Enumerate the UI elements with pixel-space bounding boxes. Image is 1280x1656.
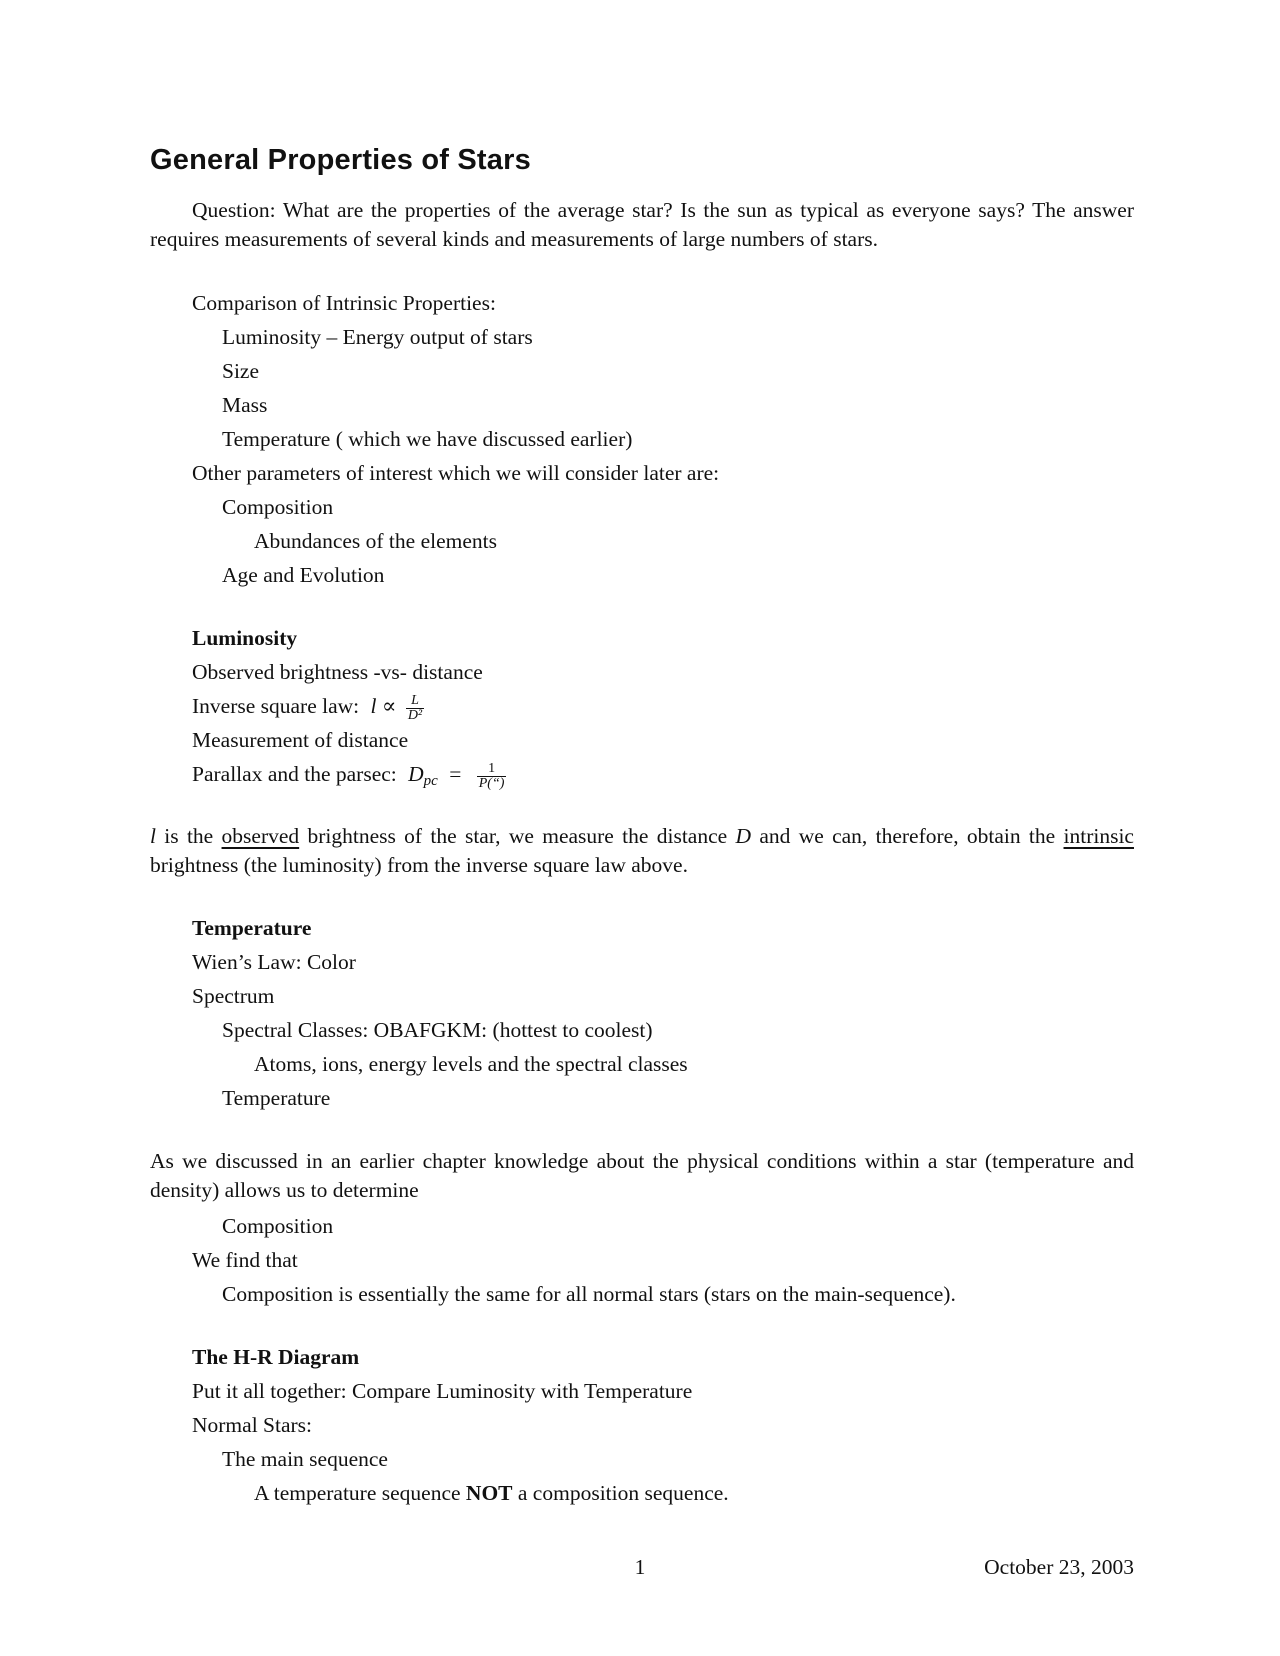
underlined-intrinsic: intrinsic [1063, 824, 1134, 848]
symbol-D: D [735, 824, 752, 848]
fraction-denominator: D² [407, 707, 423, 723]
hr-main-sequence: The main sequence [222, 1447, 388, 1471]
hr-temperature-sequence [254, 1478, 729, 1508]
temperature-temp: Temperature [222, 1086, 331, 1110]
hr-heading: The H-R Diagram [192, 1345, 360, 1369]
we-find-that: We find that [192, 1248, 298, 1272]
inverse-square-fraction [406, 694, 424, 723]
luminosity-paragraph [150, 822, 1134, 880]
underlined-observed: observed [221, 824, 300, 848]
text-span: A temperature sequence [254, 1481, 466, 1505]
emphasis-not: NOT [465, 1481, 513, 1505]
other-composition: Composition [222, 495, 334, 519]
temperature-classes: Spectral Classes: OBAFGKM: (hottest to coolest) [222, 1018, 653, 1042]
inverse-square-label: Inverse square law: [192, 694, 360, 718]
parallax-denominator: P(“) [478, 775, 505, 791]
footer-date: October 23, 2003 [984, 1555, 1134, 1579]
text-span: is the [155, 824, 222, 848]
intrinsic-item-luminosity: Luminosity – Energy output of stars [222, 325, 533, 349]
composition-paragraph: As we discussed in an earlier chapter knowledge about the physical conditions within a star (temperature and density) allows us to determine [150, 1149, 1134, 1202]
other-age: Age and Evolution [222, 563, 385, 587]
luminosity-measurement: Measurement of distance [192, 728, 409, 752]
fraction-numerator: L [411, 692, 419, 708]
hr-together: Put it all together: Compare Luminosity with Temperature [192, 1379, 693, 1403]
text-span: and we can, therefore, obtain the [751, 824, 1064, 848]
text-span: brightness (the luminosity) from the inverse square law above. [150, 853, 688, 877]
text-span: brightness of the star, we measure the distance [299, 824, 736, 848]
parallax-fraction [477, 762, 507, 791]
intrinsic-heading: Comparison of Intrinsic Properties: [192, 291, 496, 315]
intrinsic-item-mass: Mass [222, 393, 268, 417]
luminosity-heading: Luminosity [192, 626, 298, 650]
other-abundances: Abundances of the elements [254, 529, 497, 553]
temperature-atoms: Atoms, ions, energy levels and the spectral classes [254, 1052, 688, 1076]
temperature-heading: Temperature [192, 916, 312, 940]
inverse-square-law [192, 691, 424, 723]
parallax-parsec [192, 759, 506, 796]
other-heading: Other parameters of interest which we will consider later are: [192, 461, 720, 485]
symbol-l: l [150, 824, 156, 848]
inverse-square-lhs: l ∝ [370, 694, 397, 718]
text-span: a composition sequence. [512, 1481, 729, 1505]
composition-result: Composition is essentially the same for all normal stars (stars on the main-sequence). [222, 1282, 956, 1306]
intro-paragraph: Question: What are the properties of the average star? Is the sun as typical as everyone says? The answer requires measurements of several kinds and measurements of large numbers of stars. [150, 198, 1134, 251]
intrinsic-item-temperature: Temperature ( which we have discussed earlier) [222, 427, 633, 451]
luminosity-observed: Observed brightness -vs- distance [192, 660, 483, 684]
composition-item: Composition [222, 1214, 334, 1238]
parallax-label: Parallax and the parsec: [192, 762, 397, 786]
parallax-lhs: D [408, 762, 424, 786]
parallax-equals: = [449, 762, 462, 786]
page-title: General Properties of Stars [150, 144, 531, 176]
hr-normal-stars: Normal Stars: [192, 1413, 313, 1437]
intrinsic-item-size: Size [222, 359, 260, 383]
parallax-subscript: pc [423, 773, 438, 789]
temperature-spectrum: Spectrum [192, 984, 275, 1008]
page-number: 1 [634, 1555, 646, 1579]
temperature-wien: Wien’s Law: Color [192, 950, 356, 974]
parallax-numerator: 1 [488, 760, 496, 776]
